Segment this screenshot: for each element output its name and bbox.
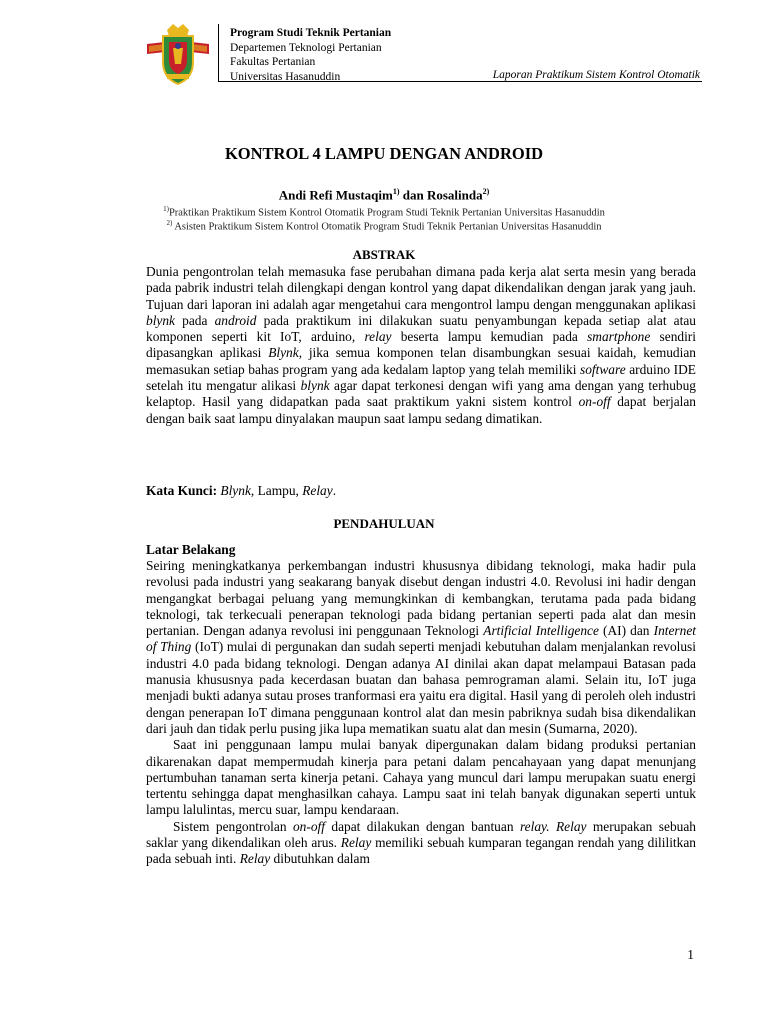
text-run: arduino IDE setelah itu mengatur alikasi — [146, 361, 696, 394]
text-run: merupakan sebuah saklar yang dikendalikan oleh arus. — [146, 818, 696, 851]
affiliation-2 — [0, 219, 768, 233]
text-run: dapat dilakukan dengan bantuan — [324, 818, 520, 834]
affiliation-2-mark: 2) — [166, 219, 173, 227]
italic-term: blynk — [300, 378, 330, 394]
italic-term: Blynk — [268, 345, 299, 361]
italic-term: Internet of Thing — [146, 623, 696, 655]
affiliation-2-text: Asisten Praktikum Sistem Kontrol Otomatik Program Studi Teknik Pertanian Universitas Hasanuddin — [172, 221, 602, 233]
text-run: agar dapat terkonesi dengan wifi yang ama dengan yang terhubug kelaptop. Hasil yang didapatkan pada saat praktikum yakni sistem kontrol — [146, 378, 697, 410]
text-run: pada — [175, 312, 215, 328]
introduction-heading: PENDAHULUAN — [333, 516, 435, 531]
introduction-body — [146, 558, 696, 868]
text-run: beserta lampu kemudian pada — [391, 329, 588, 345]
italic-term: software — [580, 361, 626, 377]
intro-paragraph-3 — [146, 819, 696, 868]
italic-term: Artificial Intelligence — [483, 623, 599, 639]
text-run: , jika semua komponen telan disambungkan sesuai kaidah, kemudian memasukan setiap bahas program yang ada kedalam laptop yang telah memiliki — [146, 345, 696, 377]
affiliation-1 — [0, 205, 768, 219]
paper-title: KONTROL 4 LAMPU DENGAN ANDROID — [224, 144, 544, 163]
italic-term: on-off — [578, 394, 611, 410]
header-institution — [230, 26, 391, 84]
introduction-subheading: Latar Belakang — [146, 542, 236, 557]
keywords — [146, 483, 336, 499]
text-run: sendiri dipasangkan aplikasi — [146, 329, 696, 361]
header-department: Departemen Teknologi Pertanian — [230, 41, 382, 54]
italic-term: Relay — [302, 483, 333, 498]
italic-term: blynk — [146, 312, 175, 328]
text-run: Seiring meningkatkanya perkembangan industri khususnya dibidang teknologi, maka hadir pula revolusi pada industri yang seakarang banyak disebut dengan industri 4.0. Revolusi ini hadir dengan mengangkat berbagai peluang yang memungkinkan di kembangkan, terutama pada pada bidang teknologi, tak terkecuali penerapan teknologi pada bidang pertanian seperti pada alat dan mesin pertanian. Dengan adanya revolusi ini penggunaan Teknologi — [146, 558, 696, 639]
header-faculty: Fakultas Pertanian — [230, 56, 316, 68]
author-2: Rosalinda — [426, 187, 483, 203]
author-1-mark: 1) — [392, 187, 400, 196]
text-run: , Lampu, — [250, 483, 303, 498]
header-university: Universitas Hasanuddin — [230, 70, 341, 83]
text-run: (AI) dan — [598, 623, 654, 639]
italic-term: smartphone — [587, 329, 651, 345]
affiliation-1-text: Praktikan Praktikum Sistem Kontrol Otomatik Program Studi Teknik Pertanian Universitas Hasanuddin — [168, 207, 605, 219]
italic-term: relay — [364, 329, 392, 345]
text-run: memiliki sebuah kumparan tegangan rendah yang dililitkan pada sebuah inti. — [146, 835, 696, 867]
author-2-mark: 2) — [482, 187, 490, 196]
author-line — [0, 187, 768, 203]
author-connector: dan — [399, 187, 427, 203]
keywords-label: Kata Kunci: — [146, 483, 218, 498]
text-run: dibutuhkan dalam — [270, 851, 370, 867]
header-divider-vertical — [218, 24, 219, 82]
author-1: Andi Refi Mustaqim — [278, 187, 393, 203]
text-run: dapat berjalan dengan baik saat lampu dinyalakan maupun saat lampu sedang dimatikan. — [146, 394, 696, 426]
intro-paragraph-2 — [146, 737, 696, 818]
text-run: (IoT) mulai di pergunakan dan sudah seperti menjadi kebutuhan dalam menjalankan revolusi industri 4.0 pada bidang teknologi. Dengan adanya AI dinilai akan dapat melampaui Batasan pada manusia khususnya pada kecerdasan buatan dan bahasa pemrograman alami. Selain itu, IoT juga menjadi bukti adanya sutau proses tranformasi era yaitu era digital. Hasil yang di peroleh oleh industri dengan penerapan IoT dimana penggunaan kontrol alat dan mesin pabriknya sudah bisa dikendalikan dari jauh dan tidak perlu pusing jika lupa mematikan suatu alat dan mesin (Sumarna, 2020). — [146, 639, 696, 736]
header-report-label: Laporan Praktikum Sistem Kontrol Otomatik — [492, 69, 700, 81]
italic-term: Blynk — [220, 483, 251, 498]
text-run: Saat ini penggunaan lampu mulai banyak dipergunakan dalam bidang produksi pertanian dikarenakan dapat mempermudah kinerja para petani dalam pencahayaan yang dapat menunjang pertumbuhan tanaman serta kinerja petani. Cahaya yang muncul dari lampu merupakan suatu energi tertentu sehingga dapat menghasilkan cahaya. Lampu saat ini telah banyak digunakan seperti untuk lampu lalulintas, mercu suar, lampu kendaraan. — [146, 737, 696, 818]
abstract-body — [146, 264, 696, 427]
page-header — [145, 22, 702, 84]
italic-term: relay. Relay — [519, 818, 587, 834]
text-run: Sistem pengontrolan — [173, 818, 293, 834]
intro-paragraph-1 — [146, 558, 696, 737]
keywords-list — [217, 483, 336, 498]
italic-term: Relay — [340, 835, 372, 851]
italic-term: android — [214, 312, 257, 328]
text-run: Dunia pengontrolan telah memasuka fase perubahan dimana pada kerja alat serta mesin yang berada pada pabrik industri telah dilengkapi dengan kontrol yang dapat dikendalikan dengan jarak yang jauh. Tujuan dari laporan ini adalah agar mengetahui cara mengontrol lampu dengan menggunakan aplikasi — [146, 264, 696, 312]
italic-term: on-off — [292, 818, 325, 834]
text-run: . — [332, 483, 337, 498]
header-program: Program Studi Teknik Pertanian — [230, 27, 392, 39]
university-logo-icon — [145, 22, 211, 86]
abstract-heading: ABSTRAK — [352, 247, 416, 262]
affiliation-1-mark: 1) — [163, 205, 169, 213]
italic-term: Relay — [239, 851, 271, 867]
page-number: 1 — [687, 947, 694, 962]
text-run: pada praktikum ini dilakukan suatu penyambungan kepada setiap alat atau komponen seperti kit IoT, arduino, — [146, 312, 696, 345]
